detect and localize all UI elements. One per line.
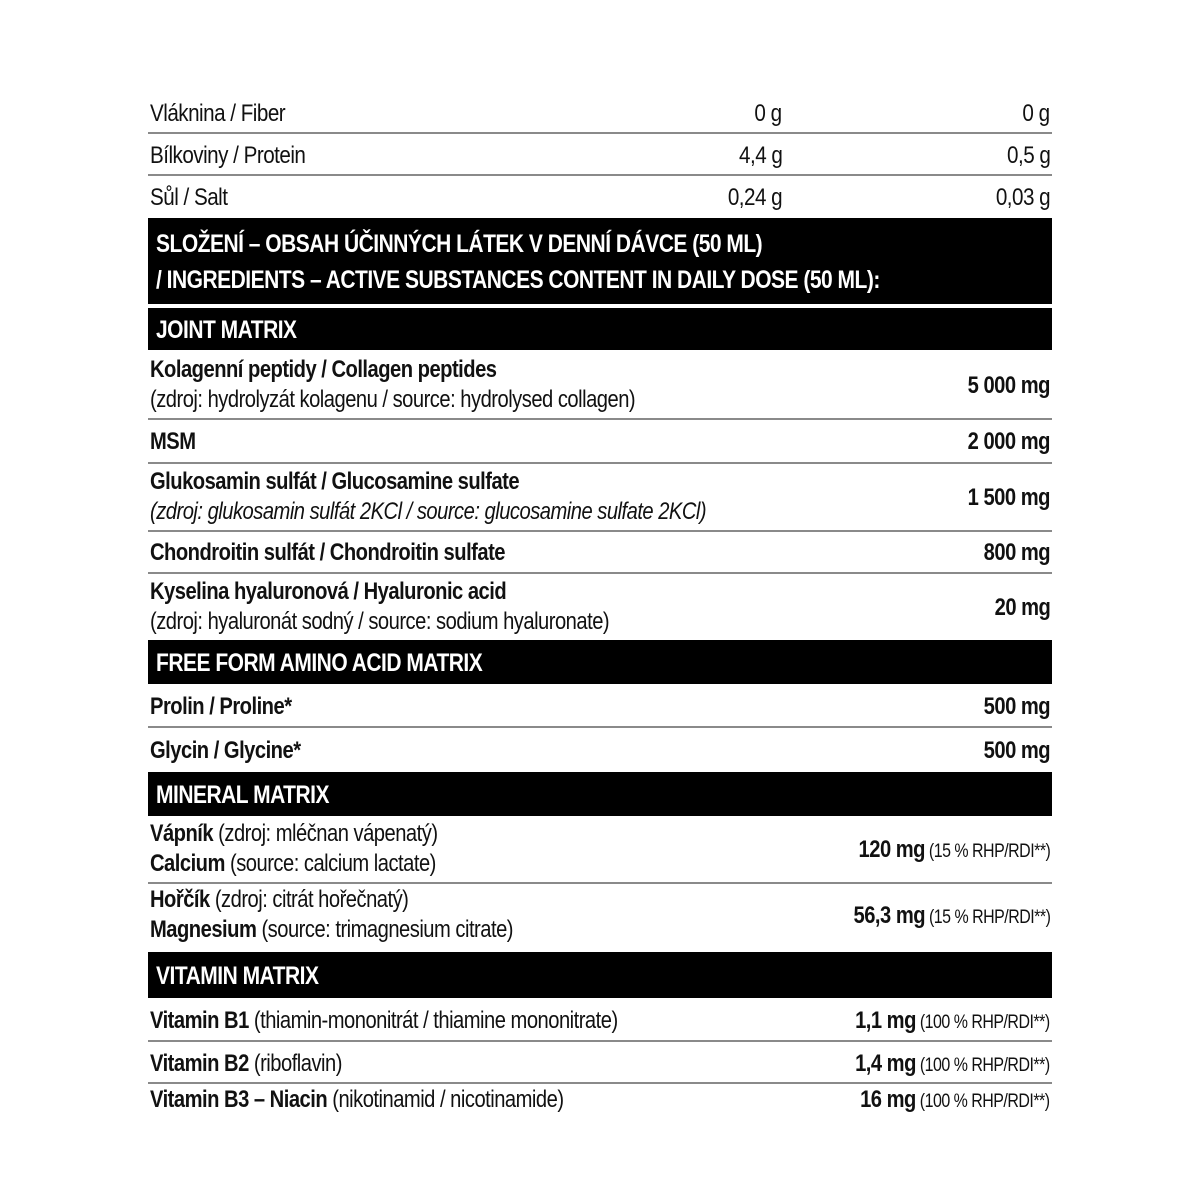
supplement-facts-table: [148, 92, 1052, 1113]
vitamin-source: (nikotinamid / nicotinamide): [327, 1086, 564, 1113]
vitamin-amount: 16 mg: [860, 1086, 917, 1113]
nutrient-label: Bílkoviny / Protein: [150, 142, 306, 169]
mineral-amount: 56,3 mg: [853, 902, 925, 929]
nutrient-label: Sůl / Salt: [150, 184, 228, 211]
mineral-source-en: (source: trimagnesium citrate): [256, 916, 513, 943]
vitamin-rdi: (100 % RHP/RDI**): [916, 1055, 1050, 1076]
section-header-joint-matrix: [148, 308, 1052, 350]
section-header-amino-matrix: [148, 640, 1052, 684]
ingredient-row: [148, 574, 1052, 640]
mineral-name-en: Calcium: [150, 850, 225, 877]
vitamin-name: Vitamin B3 – Niacin: [150, 1086, 328, 1113]
ingredient-amount: 500 mg: [983, 693, 1050, 720]
ingredient-row: [148, 684, 1052, 728]
ingredient-source: (zdroj: glukosamin sulfát 2KCl / source: glucosamine sulfate 2KCl): [150, 498, 707, 525]
vitamin-amount: 1,1 mg: [855, 1007, 917, 1034]
ingredient-name: Prolin / Proline*: [150, 693, 292, 720]
ingredients-header-line1: SLOŽENÍ – OBSAH ÚČINNÝCH LÁTEK V DENNÍ DÁVCE (50 ML): [156, 230, 763, 258]
ingredient-row: [148, 532, 1052, 574]
mineral-name-cz: Vápník: [150, 820, 214, 847]
nutrition-row-protein: [148, 134, 1052, 176]
mineral-name-en: Magnesium: [150, 916, 257, 943]
section-header-mineral-matrix: [148, 772, 1052, 816]
ingredient-name: Kolagenní peptidy / Collagen peptides: [150, 356, 497, 383]
nutrient-value-dose: 0,24 g: [727, 184, 782, 211]
mineral-rdi: (15 % RHP/RDI**): [924, 841, 1050, 862]
vitamin-name: Vitamin B2: [150, 1050, 249, 1077]
vitamin-row: [148, 1042, 1052, 1084]
ingredient-row: [148, 350, 1052, 420]
ingredients-header-line2: / INGREDIENTS – ACTIVE SUBSTANCES CONTENT IN DAILY DOSE (50 ML):: [156, 266, 880, 294]
vitamin-name: Vitamin B1: [150, 1007, 249, 1034]
ingredient-row: [148, 728, 1052, 772]
vitamin-rdi: (100 % RHP/RDI**): [916, 1091, 1050, 1112]
ingredient-name: Chondroitin sulfát / Chondroitin sulfate: [150, 539, 506, 566]
nutrient-value-other: 0,03 g: [995, 184, 1050, 211]
ingredient-name: Kyselina hyaluronová / Hyaluronic acid: [150, 578, 507, 605]
ingredient-source: (zdroj: hyaluronát sodný / source: sodium hyaluronate): [150, 608, 610, 635]
nutrient-value-dose: 0 g: [754, 100, 782, 127]
ingredient-amount: 2 000 mg: [967, 428, 1050, 455]
section-title: FREE FORM AMINO ACID MATRIX: [156, 649, 483, 677]
mineral-source-en: (source: calcium lactate): [224, 850, 436, 877]
nutrient-value-other: 0,5 g: [1006, 142, 1050, 169]
ingredient-row: [148, 420, 1052, 464]
vitamin-source: (riboflavin): [248, 1050, 342, 1077]
section-title: JOINT MATRIX: [156, 316, 297, 344]
ingredient-name: MSM: [150, 428, 196, 455]
vitamin-row-cut: [148, 1084, 1052, 1126]
mineral-row: [148, 884, 1052, 952]
ingredient-amount: 1 500 mg: [967, 484, 1050, 511]
mineral-name-cz: Hořčík: [150, 886, 210, 913]
vitamin-row: [148, 998, 1052, 1042]
mineral-row: [148, 816, 1052, 884]
nutrient-value-dose: 4,4 g: [738, 142, 782, 169]
section-title: MINERAL MATRIX: [156, 781, 330, 809]
ingredient-row: [148, 464, 1052, 532]
ingredient-source: (zdroj: hydrolyzát kolagenu / source: hydrolysed collagen): [150, 386, 636, 413]
nutrient-label: Vláknina / Fiber: [150, 100, 286, 127]
nutrient-value-other: 0 g: [1022, 100, 1050, 127]
ingredient-amount: 800 mg: [983, 539, 1050, 566]
ingredient-name: Glukosamin sulfát / Glucosamine sulfate: [150, 468, 520, 495]
ingredients-header: [148, 218, 1052, 304]
nutrition-row-fiber: [148, 92, 1052, 134]
vitamin-rdi: (100 % RHP/RDI**): [916, 1012, 1050, 1033]
nutrition-row-salt: [148, 176, 1052, 218]
ingredient-amount: 20 mg: [994, 594, 1050, 621]
vitamin-amount: 1,4 mg: [855, 1050, 917, 1077]
section-header-vitamin-matrix: [148, 952, 1052, 998]
ingredient-amount: 5 000 mg: [967, 372, 1050, 399]
mineral-amount: 120 mg: [858, 836, 925, 863]
mineral-source-cz: (zdroj: citrát hořečnatý): [209, 886, 409, 913]
ingredient-amount: 500 mg: [983, 737, 1050, 764]
section-title: VITAMIN MATRIX: [156, 962, 319, 990]
mineral-rdi: (15 % RHP/RDI**): [924, 907, 1050, 928]
vitamin-source: (thiamin-mononitrát / thiamine mononitrate): [248, 1007, 618, 1034]
ingredient-name: Glycin / Glycine*: [150, 737, 301, 764]
mineral-source-cz: (zdroj: mléčnan vápenatý): [213, 820, 438, 847]
